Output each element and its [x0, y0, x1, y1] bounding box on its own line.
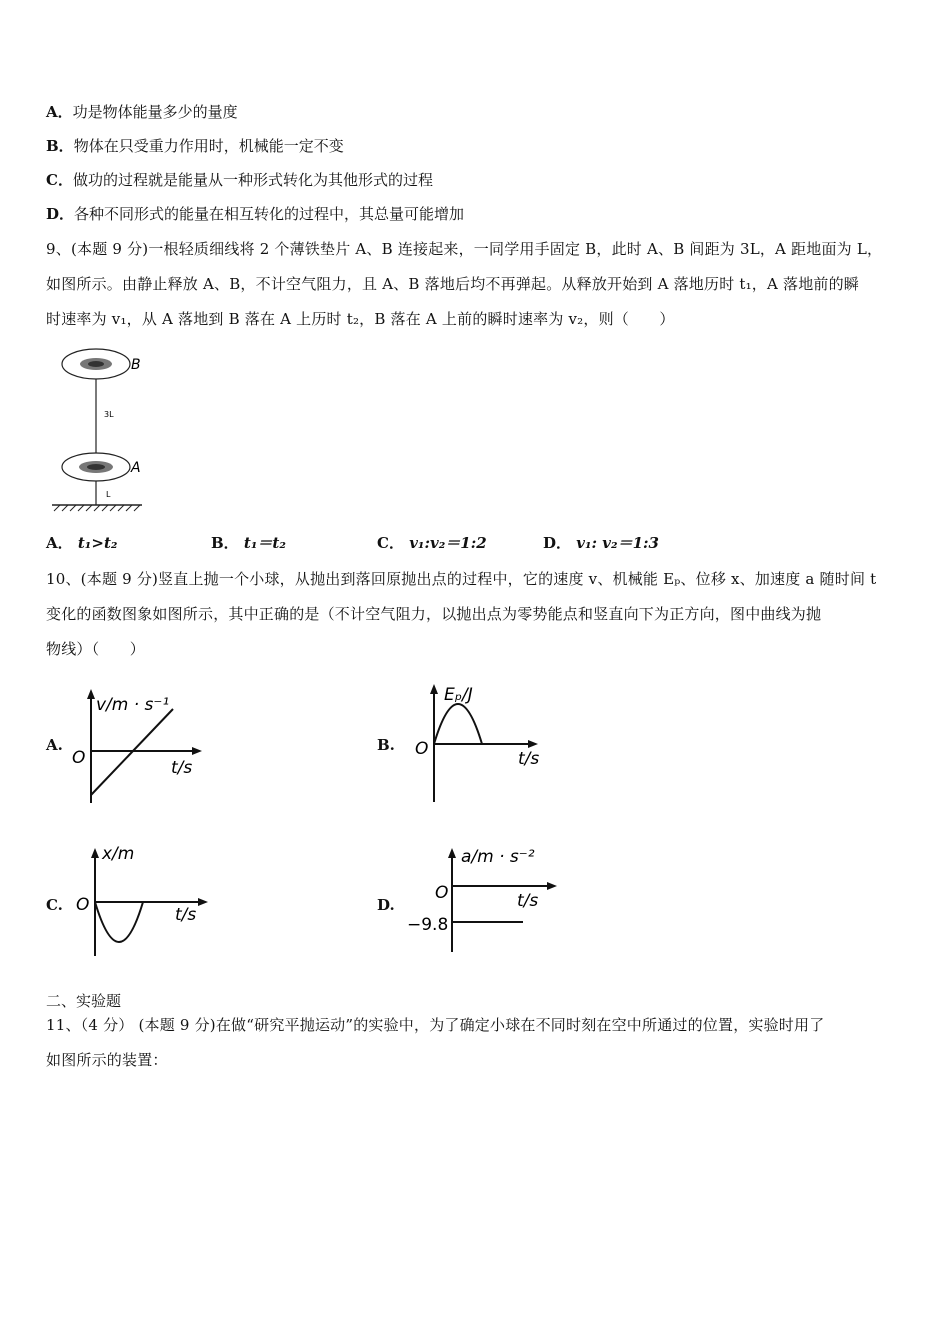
disc-a-center: [87, 464, 105, 470]
q9-answer-c: C． v₁:v₂＝1:2: [377, 534, 487, 552]
graph-b: [410, 678, 555, 808]
label-a: A: [131, 460, 141, 476]
graph-b-label: B.: [377, 736, 395, 754]
graph-b-x-arrow: [528, 740, 538, 748]
q8-option-c: C．做功的过程就是能量从一种形式转化为其他形式的过程: [46, 171, 433, 189]
ground-hatch: [54, 505, 140, 511]
ground-gap-label: L: [106, 490, 111, 499]
q8-option-d: D．各种不同形式的能量在相互转化的过程中，其总量可能增加: [46, 205, 465, 223]
graph-b-x-label: t/s: [518, 749, 540, 769]
disc-b-center: [88, 361, 104, 367]
q9-line-1: 9、(本题 9 分)一根轻质细线将 2 个薄铁垫片 A、B 连接起来，一同学用手固定 B，此时 A、B 间距为 3L，A 距地面为 L，: [46, 240, 883, 258]
label-b: B: [131, 357, 141, 373]
graph-d-origin: O: [435, 883, 449, 903]
graph-d-label: D.: [377, 896, 395, 914]
graph-a-x-label: t/s: [171, 758, 193, 778]
q9-line-3: 时速率为 v₁，从 A 落地到 B 落在 A 上历时 t₂，B 落在 A 上前的瞬时速率为 v₂，则（ ）: [46, 310, 675, 328]
graph-c-y-arrow: [91, 848, 99, 858]
graph-c-y-label: x/m: [102, 844, 135, 864]
graph-c-x-arrow: [198, 898, 208, 906]
graph-a-y-label: v/m · s⁻¹: [96, 695, 170, 715]
graph-c-label: C.: [46, 896, 63, 914]
graph-b-y-label: Eₚ/J: [444, 685, 473, 705]
graph-a-x-arrow: [192, 747, 202, 755]
q10-line-2: 变化的函数图象如图所示，其中正确的是（不计空气阻力，以抛出点为零势能点和竖直向下为正方向，图中曲线为抛: [46, 605, 822, 623]
q10-stem: [46, 562, 908, 667]
graph-c-origin: O: [76, 895, 90, 915]
graph-c: [68, 842, 218, 962]
q10-line-1: 10、(本题 9 分)竖直上抛一个小球，从抛出到落回原抛出点的过程中，它的速度 v、机械能 Eₚ、位移 x、加速度 a 随时间 t: [46, 570, 877, 588]
graph-c-curve: [95, 902, 143, 942]
q10-line-3: 物线）（ ）: [46, 640, 145, 658]
graph-d-y-arrow: [448, 848, 456, 858]
q9-answer-b: B． t₁＝t₂: [211, 534, 286, 552]
graph-c-x-label: t/s: [175, 905, 197, 925]
q11-stem: [46, 1008, 908, 1078]
graph-d: [405, 842, 560, 957]
q9-stem: [46, 232, 908, 337]
gap-label: 3L: [104, 410, 114, 419]
graph-d-value-label: −9.8: [407, 915, 449, 935]
q8-option-b: B．物体在只受重力作用时，机械能一定不变: [46, 137, 344, 155]
q9-figure: [48, 345, 158, 515]
graph-b-y-arrow: [430, 684, 438, 694]
q9-answer-d: D． v₁: v₂＝1:3: [543, 534, 659, 552]
section-title: 二、实验题: [46, 992, 122, 1010]
graph-b-curve: [434, 704, 482, 744]
graph-d-x-label: t/s: [517, 891, 539, 911]
graph-d-x-arrow: [547, 882, 557, 890]
graph-a-label: A.: [46, 736, 63, 754]
graph-a-y-arrow: [87, 689, 95, 699]
graph-b-origin: O: [415, 739, 429, 759]
q9-answer-a: A． t₁>t₂: [46, 534, 118, 552]
q8-option-a: A．功是物体能量多少的量度: [46, 103, 238, 121]
graph-a-origin: O: [72, 748, 86, 768]
graph-d-y-label: a/m · s⁻²: [461, 847, 535, 867]
q9-line-2: 如图所示。由静止释放 A、B，不计空气阻力，且 A、B 落地后均不再弹起。从释放开始到 A 落地历时 t₁，A 落地前的瞬: [46, 275, 859, 293]
q9-answers: [46, 532, 906, 554]
graph-a: [68, 685, 218, 810]
q11-line-1: 11、（4 分） (本题 9 分)在做“研究平抛运动”的实验中，为了确定小球在不同时刻在空中所通过的位置，实验时用了: [46, 1016, 825, 1034]
q11-line-2: 如图所示的装置：: [46, 1051, 168, 1069]
